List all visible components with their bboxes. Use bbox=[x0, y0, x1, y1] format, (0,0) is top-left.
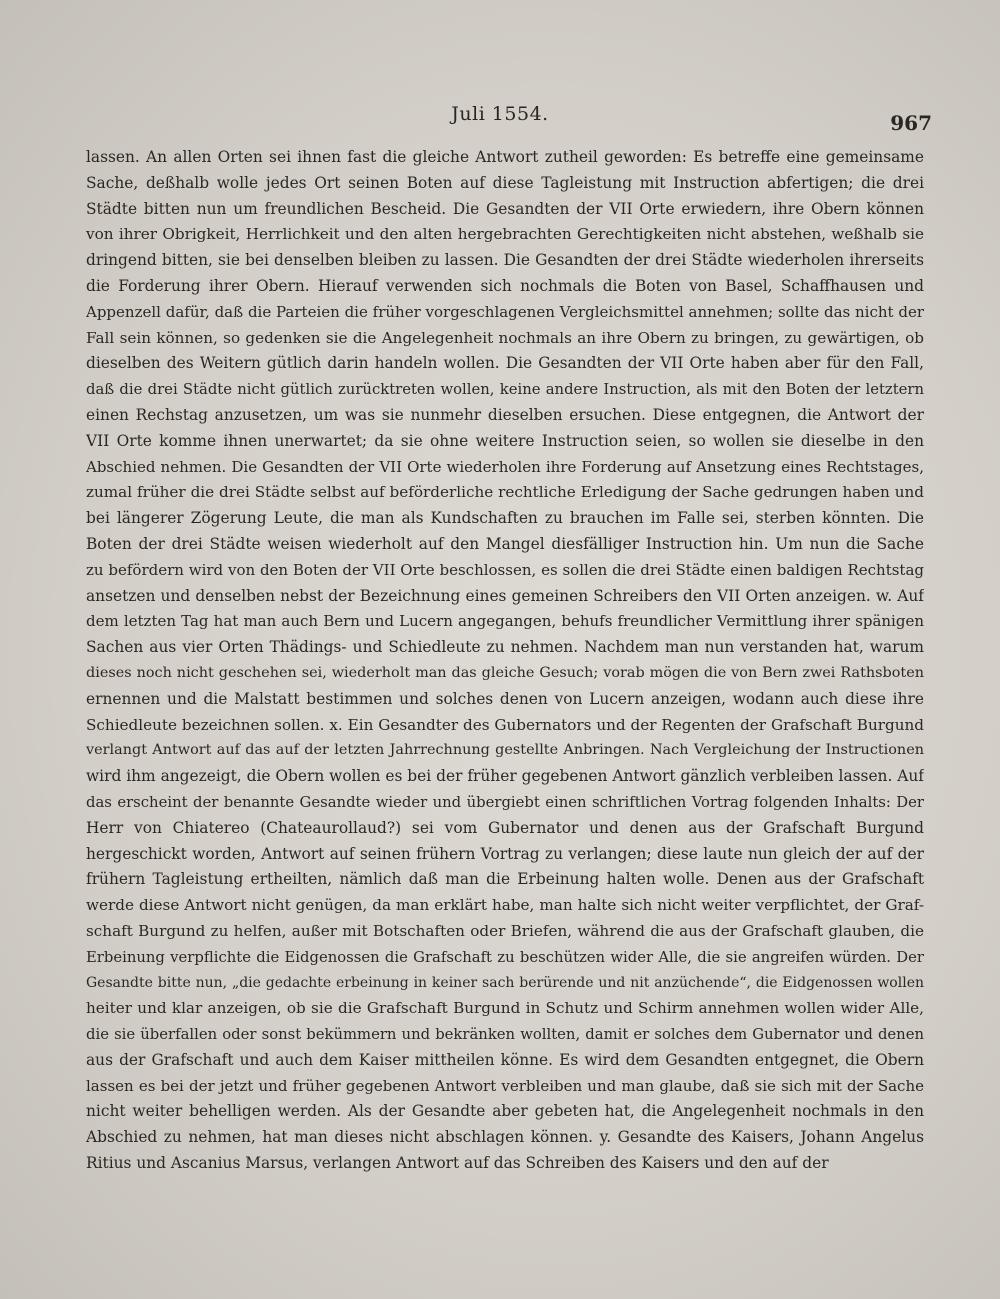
text-line: wird ihm angezeigt, die Obern wollen es bei der früher gegebenen Antwort gänzlich verbleiben lassen. Auf bbox=[86, 767, 924, 786]
text-line: Sachen aus vier Orten Thädings- und Schiedleute zu nehmen. Nachdem man nun verstanden hat, warum bbox=[86, 638, 924, 657]
text-line: dieses noch nicht geschehen sei, wiederholt man das gleiche Gesuch; vorab mögen die von Bern zwei Rathsboten bbox=[86, 664, 924, 681]
text-line: ernennen und die Malstatt bestimmen und solches denen von Lucern anzeigen, wodann auch diese ihre bbox=[86, 689, 924, 708]
text-line: Fall sein können, so gedenken sie die Angelegenheit nochmals an ihre Obern zu bringen, zu gewärtigen, ob bbox=[86, 328, 924, 347]
text-line: dem letzten Tag hat man auch Bern und Lucern angegangen, behufs freundlicher Vermittlung ihrer spänigen bbox=[86, 612, 924, 631]
text-line: Abschied nehmen. Die Gesandten der VII Orte wiederholen ihre Forderung auf Ansetzung eines Rechtstages, bbox=[86, 457, 924, 476]
text-line: zumal früher die drei Städte selbst auf beförderliche rechtliche Erledigung der Sache gedrungen haben und bbox=[86, 483, 924, 502]
text-line: dieselben des Weitern gütlich darin handeln wollen. Die Gesandten der VII Orte haben aber für den Fall, bbox=[86, 354, 924, 373]
text-line: bei längerer Zögerung Leute, die man als Kundschaften zu brauchen im Falle sei, sterben könnten. Die bbox=[86, 509, 924, 528]
text-line: zu befördern wird von den Boten der VII Orte beschlossen, es sollen die drei Städte einen baldigen Rechtstag bbox=[86, 560, 924, 579]
text-line: Erbeinung verpflichte die Eidgenossen die Grafschaft zu beschützen wider Alle, die sie angreifen würden. Der bbox=[86, 948, 924, 966]
running-header: Juli 1554. bbox=[451, 103, 549, 125]
text-line: heiter und klar anzeigen, ob sie die Grafschaft Burgund in Schutz und Schirm annehmen wollen wider Alle, bbox=[86, 999, 924, 1018]
text-line: von ihrer Obrigkeit, Herrlichkeit und den alten hergebrachten Gerechtigkeiten nicht abstehen, weßhalb sie bbox=[86, 225, 924, 244]
text-line: das erscheint der benannte Gesandte wieder und übergiebt einen schriftlichen Vortrag folgenden Inhalts: Der bbox=[86, 793, 924, 811]
text-line: Herr von Chiatereo (Chateaurollaud?) sei vom Gubernator und denen aus der Grafschaft Burgund bbox=[86, 818, 924, 837]
text-line: verlangt Antwort auf das auf der letzten Jahrrechnung gestellte Anbringen. Nach Vergleichung der Instructionen bbox=[86, 742, 924, 759]
text-line: Abschied zu nehmen, hat man dieses nicht abschlagen können. y. Gesandte des Kaisers, Johann Angelus bbox=[86, 1128, 924, 1147]
text-line: nicht weiter behelligen werden. Als der Gesandte aber gebeten hat, die Angelegenheit nochmals in den bbox=[86, 1102, 924, 1121]
text-line: Schiedleute bezeichnen sollen. x. Ein Gesandter des Gubernators und der Regenten der Grafschaft Burgund bbox=[86, 715, 924, 734]
text-line: die Forderung ihrer Obern. Hierauf verwenden sich nochmals die Boten von Basel, Schaffhausen und bbox=[86, 276, 924, 295]
page-number: 967 bbox=[890, 111, 932, 135]
text-line: lassen es bei der jetzt und früher gegebenen Antwort verbleiben und man glaube, daß sie sich mit der Sache bbox=[86, 1076, 924, 1095]
text-line: VII Orte komme ihnen unerwartet; da sie ohne weitere Instruction seien, so wollen sie dieselbe in den bbox=[86, 431, 924, 450]
text-line: Gesandte bitte nun, „die gedachte erbeinung in keiner sach berürende und nit anzüchende“, die Eidgenossen wollen bbox=[86, 974, 924, 991]
text-line: Ritius und Ascanius Marsus, verlangen Antwort auf das Schreiben des Kaisers und den auf der bbox=[86, 1154, 829, 1173]
text-line: lassen. An allen Orten sei ihnen fast die gleiche Antwort zutheil geworden: Es betreffe eine gemeinsame bbox=[86, 148, 924, 166]
text-line: einen Rechstag anzusetzen, um was sie nunmehr dieselben ersuchen. Diese entgegnen, die Antwort der bbox=[86, 405, 924, 424]
text-line: dringend bitten, sie bei denselben bleiben zu lassen. Die Gesandten der drei Städte wiederholen ihrerseits bbox=[86, 251, 924, 270]
text-line: Sache, deßhalb wolle jedes Ort seinen Boten auf diese Tagleistung mit Instruction abfertigen; die drei bbox=[86, 173, 924, 192]
text-line: die sie überfallen oder sonst bekümmern und bekränken wollten, damit er solches dem Gubernator und denen bbox=[86, 1026, 924, 1044]
text-line: Appenzell dafür, daß die Parteien die früher vorgeschlagenen Vergleichsmittel annehmen; sollte das nicht der bbox=[86, 302, 924, 321]
text-line: ansetzen und denselben nebst der Bezeichnung eines gemeinen Schreibers den VII Orten anzeigen. w. Auf bbox=[86, 586, 924, 605]
text-line: aus der Grafschaft und auch dem Kaiser mittheilen könne. Es wird dem Gesandten entgegnet, die Obern bbox=[86, 1050, 924, 1069]
text-line: werde diese Antwort nicht genügen, da man erklärt habe, man halte sich nicht weiter verpflichtet, der Graf- bbox=[86, 896, 924, 915]
text-line: daß die drei Städte nicht gütlich zurücktreten wollen, keine andere Instruction, als mit den Boten der letztern bbox=[86, 381, 924, 399]
text-line: Städte bitten nun um freundlichen Bescheid. Die Gesandten der VII Orte erwiedern, ihre Obern können bbox=[86, 199, 924, 218]
text-line: Boten der drei Städte weisen wiederholt auf den Mangel diesfälliger Instruction hin. Um nun die Sache bbox=[86, 534, 924, 553]
text-line: frühern Tagleistung ertheilten, nämlich daß man die Erbeinung halten wolle. Denen aus der Grafschaft bbox=[86, 870, 924, 889]
text-line: schaft Burgund zu helfen, außer mit Botschaften oder Briefen, während die aus der Grafschaft glauben, die bbox=[86, 921, 924, 940]
text-line: hergeschickt worden, Antwort auf seinen frühern Vortrag zu verlangen; diese laute nun gleich der auf der bbox=[86, 844, 924, 863]
body-text bbox=[86, 145, 924, 1177]
